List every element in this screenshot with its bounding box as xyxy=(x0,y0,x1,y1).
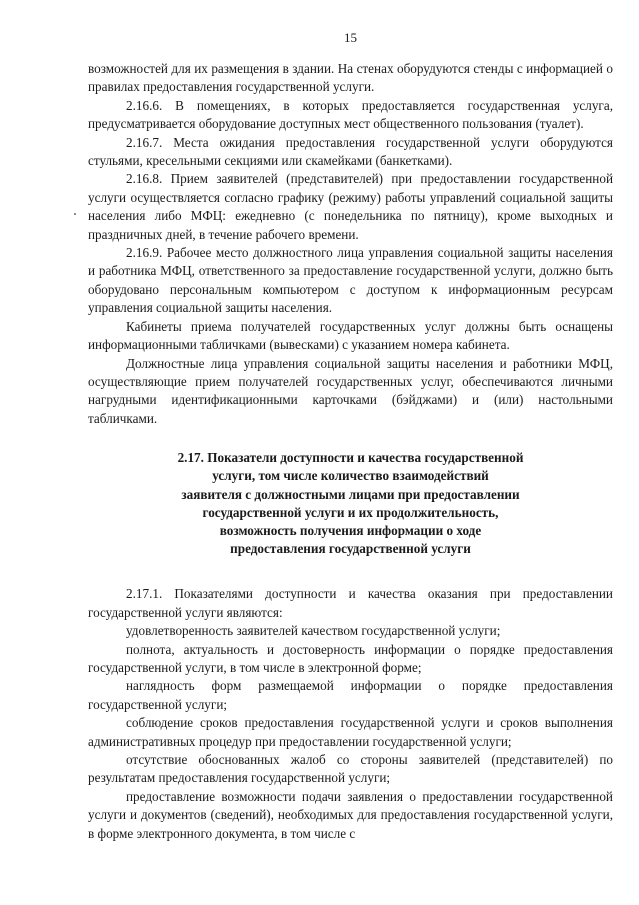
page-number: 15 xyxy=(344,30,357,45)
paragraph-continuation: возможностей для их размещения в здании. На стенах оборудуются стенды с информацией о правилах предоставления государственной услуги. xyxy=(88,61,613,95)
top-section xyxy=(88,60,613,428)
heading-line: заявителя с должностными лицами при предоставлении xyxy=(181,486,520,502)
bottom-section xyxy=(88,585,613,843)
list-item: отсутствие обоснованных жалоб со стороны заявителей (представителей) по результатам предоставления государственной услуги; xyxy=(88,752,613,786)
heading-line: 2.17. Показатели доступности и качества государственной xyxy=(177,450,524,466)
paragraph-2-16-6: 2.16.6. В помещениях, в которых предоставляется государственная услуга, предусматривается оборудование доступных мест общественного пользования (туалет). xyxy=(88,97,613,132)
paragraph-2-17-1: 2.17.1. Показателями доступности и качества оказания при предоставлении государственной услуги являются: xyxy=(88,586,613,620)
list-item: наглядность форм размещаемой информации о порядке предоставления государственной услуги; xyxy=(88,678,613,712)
list-item: полнота, актуальность и достоверность информации о порядке предоставления государственной услуги, в том числе в электронной форме; xyxy=(88,641,613,675)
list-item: удовлетворенность заявителей качеством государственной услуги; xyxy=(126,623,501,639)
paragraph-2-16-7: 2.16.7. Места ожидания предоставления государственной услуги оборудуются стульями, кресельными секциями или скамейками (банкетками). xyxy=(88,134,613,169)
list-item: соблюдение сроков предоставления государственной услуги и сроков выполнения административных процедур при предоставлении государственной услуги; xyxy=(88,715,613,749)
paragraph-cabinets: Кабинеты приема получателей государственных услуг должны быть оснащены информационными табличками (вывесками) с указанием номера кабинета. xyxy=(88,318,613,353)
paragraph-2-16-8: 2.16.8. Прием заявителей (представителей) при предоставлении государственной услуги осуществляется согласно графику (режиму) работы управлений социальной защиты населения либо МФЦ: ежедневно (с понедельника по пятницу), кроме выходных и праздничных дней, в течение рабочего времени. xyxy=(88,171,613,242)
paragraph-2-16-9: 2.16.9. Рабочее место должностного лица управления социальной защиты населения и работника МФЦ, ответственного за предоставление государственной услуги, должно быть оборудовано персональным компьютером с доступом к информационным ресурсам управления социальной защиты населения. xyxy=(88,245,613,316)
list-item: предоставление возможности подачи заявления о предоставлении государственной услуги и документов (сведений), необходимых для предоставления государственной услуги, в форме электронного документа, в том числе с xyxy=(88,788,613,841)
heading-line: услуги, том числе количество взаимодействий xyxy=(212,468,489,484)
section-heading-2-17 xyxy=(88,449,613,558)
heading-line: государственной услуги и их продолжительность, xyxy=(202,504,499,520)
scan-speck xyxy=(74,213,76,215)
heading-line: возможность получения информации о ходе xyxy=(219,522,482,538)
heading-line: предоставления государственной услуги xyxy=(230,541,471,557)
paragraph-officials: Должностные лица управления социальной защиты населения и работники МФЦ, осуществляющие прием получателей государственных услуг, обеспечиваются личными нагрудными идентификационными карточками (бэйджами) и (или) настольными табличками. xyxy=(88,355,613,426)
